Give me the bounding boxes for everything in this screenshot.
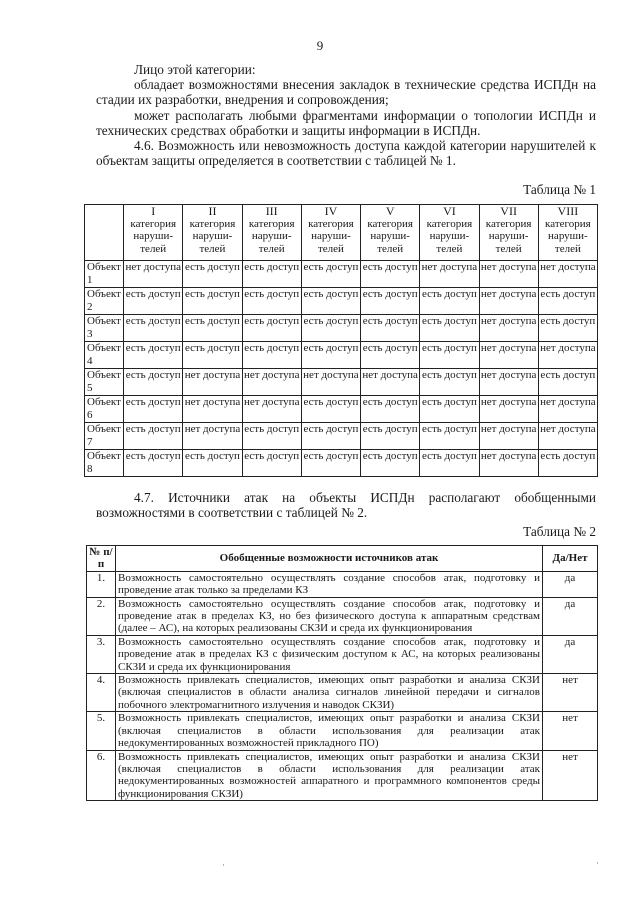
- object-name: Объект 6: [85, 396, 124, 423]
- access-cell: есть доступ: [124, 423, 183, 450]
- table2-num-cell: 1.: [87, 571, 116, 597]
- object-name: Объект 7: [85, 423, 124, 450]
- access-cell: нет доступа: [124, 261, 183, 288]
- access-cell: есть доступ: [242, 450, 301, 477]
- access-cell: есть доступ: [361, 288, 420, 315]
- category-label: категория наруши-телей: [367, 217, 413, 255]
- table1-caption: Таблица № 1: [523, 182, 596, 197]
- category-label: категория наруши-телей: [426, 217, 473, 255]
- table1-header-row: [85, 205, 598, 261]
- table2-row: [87, 635, 598, 673]
- access-cell: есть доступ: [420, 423, 479, 450]
- access-cell: есть доступ: [361, 342, 420, 369]
- access-cell: есть доступ: [183, 261, 242, 288]
- access-cell: нет доступа: [183, 423, 242, 450]
- table2-num-cell: 3.: [87, 635, 116, 673]
- access-cell: есть доступ: [242, 315, 301, 342]
- table2-yn-cell: да: [543, 597, 598, 635]
- table2-header-desc: Обобщенные возможности источников атак: [116, 546, 543, 572]
- category-roman: VII: [500, 204, 517, 218]
- access-cell: есть доступ: [301, 396, 360, 423]
- object-name: Объект 4: [85, 342, 124, 369]
- table1-row: [85, 288, 598, 315]
- table2-yn-cell: нет: [543, 750, 598, 801]
- table1-category-header: [183, 205, 242, 261]
- access-cell: есть доступ: [124, 396, 183, 423]
- table2-row: [87, 571, 598, 597]
- access-cell: есть доступ: [420, 342, 479, 369]
- category-label: категория наруши-телей: [545, 217, 591, 255]
- access-cell: есть доступ: [301, 288, 360, 315]
- access-cell: нет доступа: [479, 423, 538, 450]
- access-cell: нет доступа: [479, 450, 538, 477]
- access-cell: нет доступа: [301, 369, 360, 396]
- access-cell: есть доступ: [538, 315, 597, 342]
- category-label: категория наруши-телей: [248, 217, 295, 255]
- access-cell: есть доступ: [124, 342, 183, 369]
- category-roman: VIII: [557, 204, 579, 218]
- access-cell: нет доступа: [183, 369, 242, 396]
- table2-yn-cell: нет: [543, 712, 598, 750]
- table2-row: [87, 674, 598, 712]
- category-label: категория наруши-телей: [308, 217, 354, 255]
- table1-row: [85, 261, 598, 288]
- access-cell: нет доступа: [242, 369, 301, 396]
- table2-row: [87, 712, 598, 750]
- access-cell: нет доступа: [479, 369, 538, 396]
- access-cell: есть доступ: [242, 423, 301, 450]
- object-name: Объект 2: [85, 288, 124, 315]
- access-cell: есть доступ: [242, 342, 301, 369]
- table2-yn-cell: да: [543, 571, 598, 597]
- access-cell: есть доступ: [301, 342, 360, 369]
- table2-desc-cell: Возможность привлекать специалистов, имеющих опыт разработки и анализа СКЗИ (включая специалистов в области использования для реализации атак недокументированных возможностей прикладного ПО): [116, 712, 543, 750]
- access-cell: нет доступа: [538, 396, 597, 423]
- table2-num-cell: 5.: [87, 712, 116, 750]
- table2-row: [87, 597, 598, 635]
- access-cell: есть доступ: [183, 288, 242, 315]
- table2-num-cell: 6.: [87, 750, 116, 801]
- intro-label: Лицо этой категории:: [134, 62, 256, 77]
- access-table: [84, 204, 598, 477]
- object-name: Объект 3: [85, 315, 124, 342]
- access-cell: есть доступ: [301, 450, 360, 477]
- table2-yn-cell: нет: [543, 674, 598, 712]
- section-4-6: 4.6. Возможность или невозможность доступа каждой категории нарушителей к объектам защиты определяется в соответствии с таблицей № 1.: [96, 138, 596, 169]
- access-cell: нет доступа: [361, 369, 420, 396]
- category-label: категория наруши-телей: [189, 217, 236, 255]
- access-cell: есть доступ: [124, 450, 183, 477]
- table2-row: [87, 750, 598, 801]
- access-cell: есть доступ: [124, 315, 183, 342]
- access-cell: нет доступа: [479, 396, 538, 423]
- access-cell: нет доступа: [479, 288, 538, 315]
- access-cell: нет доступа: [479, 315, 538, 342]
- object-name: Объект 5: [85, 369, 124, 396]
- access-cell: нет доступа: [479, 261, 538, 288]
- category-label: категория наруши-телей: [130, 217, 177, 255]
- section-4-7-block: [96, 490, 596, 520]
- access-cell: есть доступ: [301, 261, 360, 288]
- access-cell: есть доступ: [420, 369, 479, 396]
- access-cell: есть доступ: [183, 450, 242, 477]
- access-cell: есть доступ: [361, 315, 420, 342]
- table1-row: [85, 396, 598, 423]
- table2-desc-cell: Возможность самостоятельно осуществлять создание способов атак, подготовку и проведение атак в пределах КЗ с физическим доступом к АС, на которых реализованы СКЗИ и среда их функционирования: [116, 635, 543, 673]
- table2-header-num: № п/п: [87, 546, 116, 572]
- access-cell: есть доступ: [361, 423, 420, 450]
- access-cell: нет доступа: [420, 261, 479, 288]
- ability-2: может располагать любыми фрагментами информации о топологии ИСПДн и технических средствах обработки и защиты информации в ИСПДн.: [96, 107, 596, 138]
- access-cell: нет доступа: [183, 396, 242, 423]
- access-cell: есть доступ: [361, 261, 420, 288]
- category-roman: VI: [443, 204, 456, 218]
- table1-row: [85, 450, 598, 477]
- scan-mark: ·: [222, 860, 225, 870]
- access-cell: есть доступ: [420, 315, 479, 342]
- table1-row: [85, 369, 598, 396]
- category-roman: V: [385, 204, 395, 218]
- table1-category-header: [242, 205, 301, 261]
- table1-category-header: [479, 205, 538, 261]
- access-cell: есть доступ: [183, 315, 242, 342]
- access-cell: есть доступ: [420, 288, 479, 315]
- table1-category-header: [361, 205, 420, 261]
- table2-caption: Таблица № 2: [523, 524, 596, 539]
- access-cell: есть доступ: [361, 396, 420, 423]
- table1-category-header: [124, 205, 183, 261]
- category-roman: IV: [324, 204, 338, 218]
- access-cell: есть доступ: [301, 315, 360, 342]
- table1-row: [85, 315, 598, 342]
- access-cell: есть доступ: [124, 288, 183, 315]
- ability-1: обладает возможностями внесения закладок в технические средства ИСПДн на стадии их разработки, внедрения и сопровождения;: [96, 77, 596, 108]
- table2-yn-cell: да: [543, 635, 598, 673]
- access-cell: есть доступ: [420, 396, 479, 423]
- table2-desc-cell: Возможность привлекать специалистов, имеющих опыт разработки и анализа СКЗИ (включая специалистов в области использования для реализации атак недокументированных возможностей аппаратного и программного компонентов среды функционирования СКЗИ): [116, 750, 543, 801]
- intro-block: [96, 62, 596, 168]
- table2-num-cell: 4.: [87, 674, 116, 712]
- category-roman: III: [265, 204, 278, 218]
- access-cell: есть доступ: [538, 450, 597, 477]
- category-roman: II: [208, 204, 217, 218]
- table1-row: [85, 342, 598, 369]
- access-cell: есть доступ: [538, 369, 597, 396]
- access-cell: есть доступ: [420, 450, 479, 477]
- access-cell: есть доступ: [538, 288, 597, 315]
- table2-header-yn: Да/Нет: [543, 546, 598, 572]
- table2-num-cell: 2.: [87, 597, 116, 635]
- page-number: 9: [316, 38, 324, 53]
- access-cell: есть доступ: [183, 342, 242, 369]
- access-cell: нет доступа: [538, 261, 597, 288]
- category-roman: I: [151, 204, 156, 218]
- access-cell: нет доступа: [538, 342, 597, 369]
- access-cell: нет доступа: [242, 396, 301, 423]
- table2-desc-cell: Возможность самостоятельно осуществлять создание способов атак, подготовку и проведение атак в пределах КЗ, но без физического доступа к аппаратным средствам (далее – АС), на которых реализованы СКЗИ и среда их функционирования: [116, 597, 543, 635]
- access-cell: есть доступ: [361, 450, 420, 477]
- table2-desc-cell: Возможность самостоятельно осуществлять создание способов атак, подготовку и проведение атак только за пределами КЗ: [116, 571, 543, 597]
- access-cell: нет доступа: [479, 342, 538, 369]
- table1-category-header: [301, 205, 360, 261]
- category-label: категория наруши-телей: [485, 217, 532, 255]
- table2-desc-cell: Возможность привлекать специалистов, имеющих опыт разработки и анализа СКЗИ (включая специалистов в области анализа сигналов линейной передачи и сигналов побочного электромагнитного излучения и наводок СКЗИ): [116, 674, 543, 712]
- access-cell: есть доступ: [242, 261, 301, 288]
- table1-row: [85, 423, 598, 450]
- access-cell: есть доступ: [124, 369, 183, 396]
- access-cell: нет доступа: [538, 423, 597, 450]
- table1-category-header: [538, 205, 597, 261]
- scan-mark: ·: [596, 858, 599, 868]
- table1-corner-cell: [85, 205, 124, 261]
- table1-category-header: [420, 205, 479, 261]
- section-4-7: 4.7. Источники атак на объекты ИСПДн располагают обобщенными возможностями в соответствии с таблицей № 2.: [96, 490, 596, 521]
- object-name: Объект 8: [85, 450, 124, 477]
- capabilities-table: [86, 545, 598, 801]
- access-cell: есть доступ: [242, 288, 301, 315]
- access-cell: есть доступ: [301, 423, 360, 450]
- object-name: Объект 1: [85, 261, 124, 288]
- table2-header-row: [87, 546, 598, 572]
